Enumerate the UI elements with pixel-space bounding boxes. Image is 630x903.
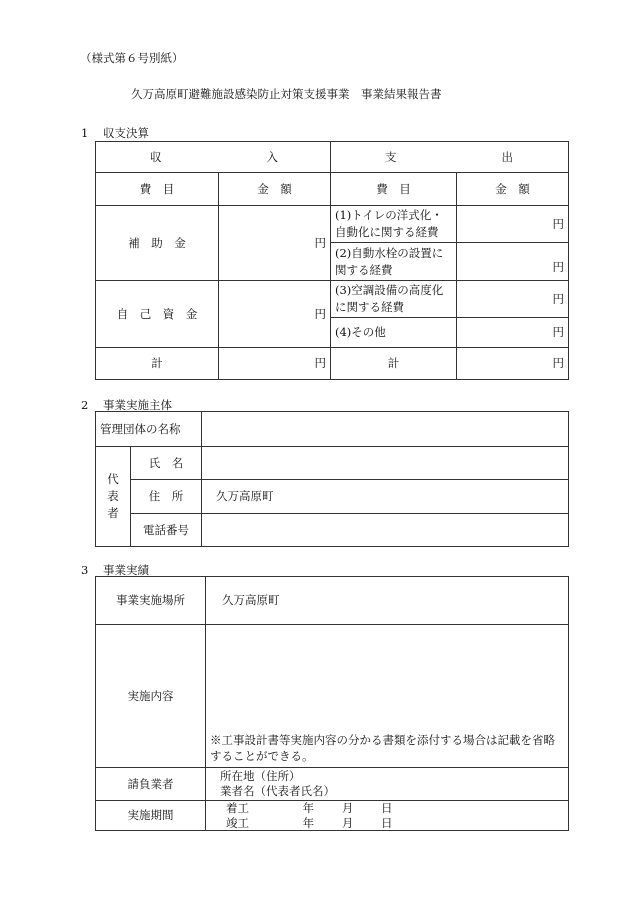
section3-heading: 3 事業実績 (81, 563, 149, 577)
contractor-value[interactable] (206, 768, 569, 801)
rep-address-label: 住 所 (131, 480, 202, 514)
budget-table (95, 141, 569, 380)
own-funds-amount[interactable]: 円 (219, 281, 331, 348)
expense-amount-3[interactable]: 円 (457, 281, 569, 318)
expense-header: 支 出 (331, 142, 569, 173)
contractor-address-label: 所在地（住所） (220, 769, 301, 784)
rep-phone-value[interactable] (202, 514, 569, 547)
expense-item-col: 費 目 (331, 173, 457, 206)
rep-phone-label: 電話番号 (131, 514, 202, 547)
content-label: 実施内容 (96, 625, 206, 768)
content-note: ※工事設計書等実施内容の分かる書類を添付する場合は記載を省略することができる。 (210, 732, 555, 764)
income-item-col: 費 目 (96, 173, 219, 206)
end-date-row: 竣工 年 月 日 (226, 815, 393, 830)
expense-amount-4[interactable]: 円 (457, 318, 569, 348)
contractor-label: 請負業者 (96, 768, 206, 801)
org-name-value[interactable] (202, 412, 569, 447)
rep-name-label: 氏 名 (131, 447, 202, 480)
representative-label: 代 表 者 (96, 447, 131, 547)
content-value[interactable] (206, 625, 569, 768)
rep-address-value[interactable]: 久万高原町 (202, 480, 569, 514)
expense-total-amount[interactable]: 円 (457, 348, 569, 380)
expense-item-1: (1)トイレの洋式化・自動化に関する経費 (331, 206, 457, 243)
expense-amount-1[interactable]: 円 (457, 206, 569, 243)
start-date-row: 着工 年 月 日 (226, 801, 393, 816)
expense-item-4: (4)その他 (331, 318, 457, 348)
page-title: 久万高原町避難施設感染防止対策支援事業 事業結果報告書 (131, 87, 442, 101)
organization-table (95, 411, 569, 547)
section2-heading: 2 事業実施主体 (81, 398, 172, 412)
subsidy-amount[interactable]: 円 (219, 206, 331, 281)
period-value[interactable] (206, 801, 569, 831)
income-amount-col: 金 額 (219, 173, 331, 206)
period-label: 実施期間 (96, 801, 206, 831)
income-header: 収 入 (96, 142, 331, 173)
contractor-name-label: 業者名（代表者氏名） (220, 784, 335, 798)
expense-item-2: (2)自動水栓の設置に関する経費 (331, 243, 457, 281)
rep-name-value[interactable] (202, 447, 569, 480)
expense-item-3: (3)空調設備の高度化に関する経費 (331, 281, 457, 318)
section1-heading: 1 収支決算 (81, 126, 149, 140)
income-total-amount[interactable]: 円 (219, 348, 331, 380)
location-label: 事業実施場所 (96, 577, 206, 625)
org-name-label: 管理団体の名称 (96, 412, 202, 447)
income-total-label: 計 (96, 348, 219, 380)
results-table (95, 576, 569, 831)
expense-amount-col: 金 額 (457, 173, 569, 206)
subsidy-label: 補 助 金 (96, 206, 219, 281)
location-value[interactable]: 久万高原町 (206, 577, 569, 625)
form-number: （様式第６号別紙） (80, 51, 184, 65)
own-funds-label: 自 己 資 金 (96, 281, 219, 348)
expense-amount-2[interactable]: 円 (457, 243, 569, 281)
expense-total-label: 計 (331, 348, 457, 380)
